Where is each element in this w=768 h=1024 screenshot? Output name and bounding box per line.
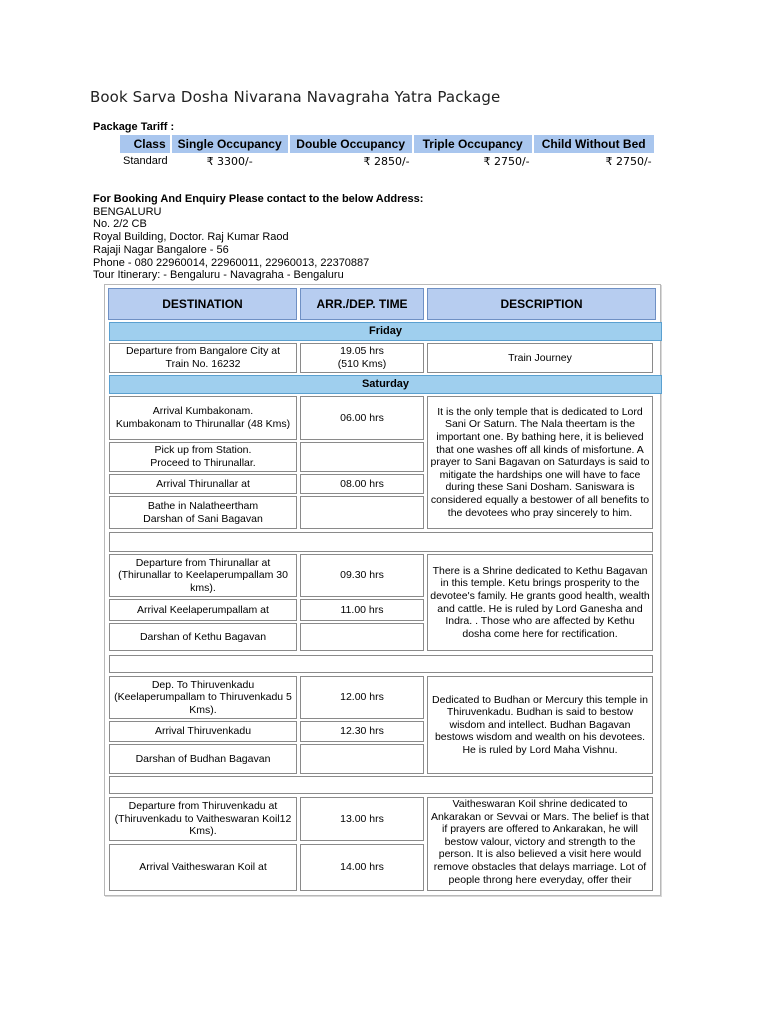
- block1-destination-4: Bathe in Nalatheertham Darshan of Sani Bagavan: [109, 496, 297, 529]
- block2-time-2: 11.00 hrs: [300, 599, 424, 621]
- day-row-saturday: Saturday: [109, 375, 662, 394]
- tariff-row: [120, 153, 655, 169]
- itinerary-table: [104, 284, 661, 896]
- block1-time-1: 06.00 hrs: [300, 396, 424, 440]
- tariff-header-class: Class: [120, 135, 171, 153]
- page-title: Book Sarva Dosha Nivarana Navagraha Yatra Package: [90, 88, 501, 106]
- block2-time-1: 09.30 hrs: [300, 554, 424, 597]
- contact-heading: For Booking And Enquiry Please contact to the below Address:: [93, 193, 424, 205]
- block2-time-3: [300, 623, 424, 651]
- header-time: ARR./DEP. TIME: [300, 288, 424, 320]
- tariff-cell-single: ₹ 3300/-: [206, 154, 253, 168]
- block2-destination-1: Departure from Thirunallar at (Thirunallar to Keelaperumpallam 30 kms).: [109, 554, 297, 597]
- block1-time-3: 08.00 hrs: [300, 474, 424, 494]
- contact-block: [93, 193, 423, 282]
- block1-destination-3: Arrival Thirunallar at: [109, 474, 297, 494]
- block3-time-2: 12.30 hrs: [300, 721, 424, 742]
- tariff-cell-double: ₹ 2850/-: [363, 154, 410, 168]
- contact-address-line: Royal Building, Doctor. Raj Kumar Raod: [93, 231, 289, 244]
- block4-destination-2: Arrival Vaitheswaran Koil at: [109, 844, 297, 891]
- friday-time: 19.05 hrs (510 Kms): [300, 343, 424, 373]
- block3-time-1: 12.00 hrs: [300, 676, 424, 719]
- tariff-cell-triple: ₹ 2750/-: [483, 154, 530, 168]
- spacer-row: [109, 532, 653, 552]
- contact-phone: Phone - 080 22960014, 22960011, 22960013, 22370887: [93, 256, 370, 269]
- friday-destination: Departure from Bangalore City at Train No. 16232: [109, 343, 297, 373]
- block4-time-1: 13.00 hrs: [300, 797, 424, 841]
- block1-description: It is the only temple that is dedicated to Lord Sani Or Saturn. The Nala theertam is the important one. By bathing here, it is believed that one washes off all kinds of misfortune. A prayer to Sani Bagavan on Saturdays is said to mitigate the hardships one will have to face during these Sani Dosham. Saniswara is considered equally a bestower of all benefits to the devotees who pray sincerely to him.: [427, 396, 653, 529]
- tariff-header-triple: Triple Occupancy: [413, 135, 533, 153]
- spacer-row: [109, 655, 653, 673]
- block4-description: Vaitheswaran Koil shrine dedicated to Ankarakan or Sevvai or Mars. The belief is that if prayers are offered to Ankarakan, he will bestow valour, victory and strength to the person. It is also believed a visit here would remove obstacles that delays marriage. Lot of people throng here everyday, offer their: [427, 797, 653, 891]
- block1-destination-1: Arrival Kumbakonam. Kumbakonam to Thirunallar (48 Kms): [109, 396, 297, 440]
- block2-description: There is a Shrine dedicated to Kethu Bagavan in this temple. Ketu brings prosperity to the devotee's family. He grants good health, wealth and cattle. He is ruled by Lord Ganesha and Indra. . Those who are affected by Kethu dosha come here for rectification.: [427, 554, 653, 651]
- day-row-friday: Friday: [109, 322, 662, 341]
- contact-address-line: Rajaji Nagar Bangalore - 56: [93, 243, 229, 256]
- header-description: DESCRIPTION: [427, 288, 656, 320]
- block3-description: Dedicated to Budhan or Mercury this temple in Thiruvenkadu. Budhan is said to bestow wisdom and intellect. Budhan Bagavan bestows wisdom and wealth on his devotees. He is ruled by Lord Maha Vishnu.: [427, 676, 653, 774]
- header-destination: DESTINATION: [108, 288, 297, 320]
- block3-destination-2: Arrival Thiruvenkadu: [109, 721, 297, 742]
- tariff-header-child: Child Without Bed: [533, 135, 655, 153]
- block2-destination-2: Arrival Keelaperumpallam at: [109, 599, 297, 621]
- tour-itinerary: Tour Itinerary: - Bengaluru - Navagraha - Bengaluru: [93, 269, 344, 282]
- tariff-header-single: Single Occupancy: [171, 135, 289, 153]
- tariff-cell-class: Standard: [123, 155, 168, 167]
- tariff-table: [120, 135, 656, 169]
- block1-time-4: [300, 496, 424, 529]
- tariff-header-double: Double Occupancy: [289, 135, 413, 153]
- block4-time-2: 14.00 hrs: [300, 844, 424, 891]
- tariff-cell-child: ₹ 2750/-: [605, 154, 652, 168]
- block1-destination-2: Pick up from Station. Proceed to Thirunallar.: [109, 442, 297, 472]
- block3-time-3: [300, 744, 424, 774]
- contact-city: BENGALURU: [93, 205, 162, 218]
- block3-destination-1: Dep. To Thiruvenkadu (Keelaperumpallam to Thiruvenkadu 5 Kms).: [109, 676, 297, 719]
- block3-destination-3: Darshan of Budhan Bagavan: [109, 744, 297, 774]
- block2-destination-3: Darshan of Kethu Bagavan: [109, 623, 297, 651]
- tariff-label: Package Tariff :: [93, 121, 175, 133]
- block4-destination-1: Departure from Thiruvenkadu at (Thiruvenkadu to Vaitheswaran Koil12 Kms).: [109, 797, 297, 841]
- block1-time-2: [300, 442, 424, 472]
- tariff-header-row: [120, 135, 655, 153]
- friday-description: Train Journey: [427, 343, 653, 373]
- contact-address-line: No. 2/2 CB: [93, 218, 147, 231]
- spacer-row: [109, 776, 653, 794]
